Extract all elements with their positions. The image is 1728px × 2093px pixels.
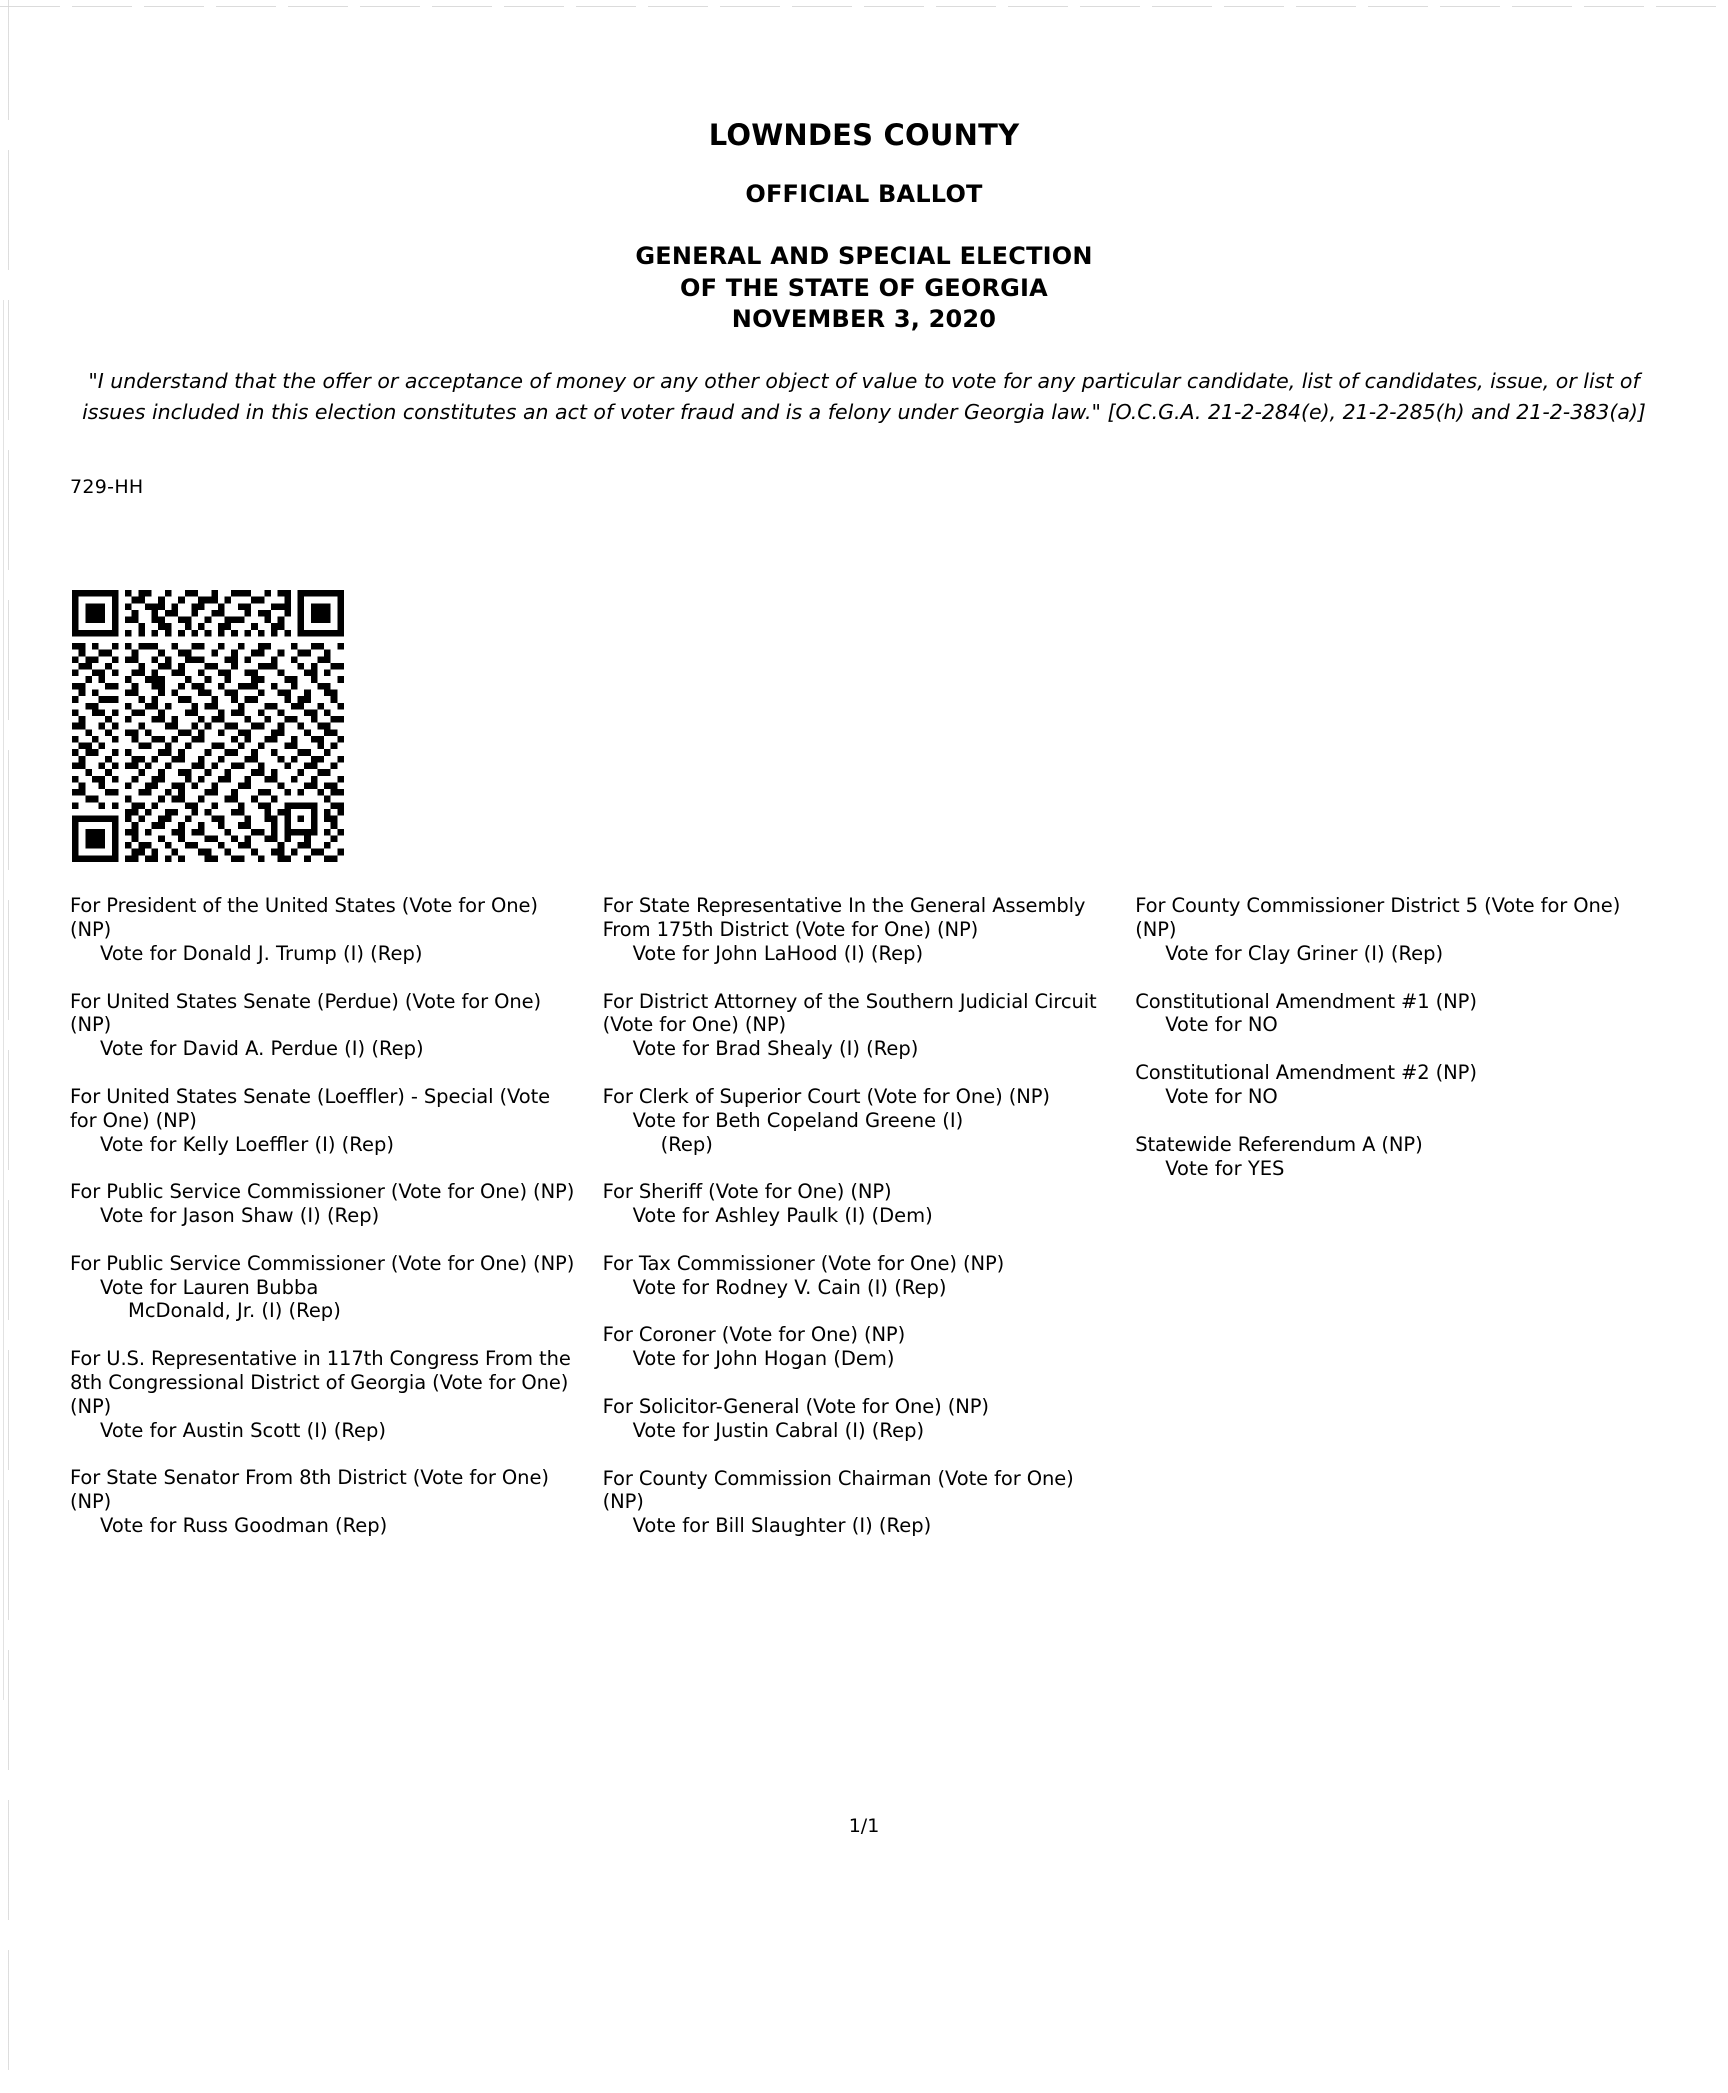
contest-block	[70, 1180, 577, 1228]
contest-choice-line2: (Rep)	[660, 1132, 713, 1156]
contest-choice: Vote for John Hogan (Dem)	[632, 1347, 895, 1371]
contest-columns	[0, 894, 1728, 1562]
contest-title: For Public Service Commissioner (Vote for One) (NP)	[70, 1251, 575, 1275]
voter-fraud-oath-text: "I understand that the offer or acceptance of money or any other object of value to vote for any particular candidate, list of candidates, issue, or list of issues included in this election constitutes an act of voter fraud and is a felony under Georgia law." [O.C.G.A. 21-2-284(e), 21-2-285(h) and 21-2-383(a)]	[82, 369, 1646, 425]
official-ballot-label: OFFICIAL BALLOT	[745, 180, 983, 208]
contest-title: For Coroner (Vote for One) (NP)	[602, 1323, 906, 1347]
contest-title: For United States Senate (Perdue) (Vote for One) (NP)	[70, 989, 542, 1037]
contest-choice: Vote for Austin Scott (I) (Rep)	[100, 1418, 387, 1442]
contest-block	[603, 1395, 1110, 1443]
contest-block	[70, 990, 577, 1061]
contest-choice: Vote for NO	[1165, 1013, 1278, 1037]
contest-block	[1135, 1133, 1642, 1181]
contest-block	[70, 1347, 577, 1442]
contest-block	[70, 894, 577, 965]
contest-block	[1135, 894, 1642, 965]
contest-block	[603, 1467, 1110, 1538]
contest-title: For District Attorney of the Southern Judicial Circuit (Vote for One) (NP)	[602, 989, 1097, 1037]
contest-block	[70, 1252, 577, 1323]
contest-choice-line1: Vote for Beth Copeland Greene (I)	[632, 1108, 964, 1132]
ballot-qr-code-icon	[72, 590, 344, 862]
contest-choice: Vote for NO	[1165, 1085, 1278, 1109]
contest-choice: Vote for Brad Shealy (I) (Rep)	[632, 1037, 919, 1061]
contest-title: For Sheriff (Vote for One) (NP)	[602, 1180, 892, 1204]
contest-block	[603, 1323, 1110, 1371]
contest-title: For County Commissioner District 5 (Vote for One) (NP)	[1135, 894, 1621, 942]
contest-title: For U.S. Representative in 117th Congress From the 8th Congressional District of Georgia (Vote for One) (NP)	[70, 1347, 571, 1418]
contest-title: Constitutional Amendment #2 (NP)	[1135, 1061, 1477, 1085]
contest-choice: Vote for Clay Griner (I) (Rep)	[1165, 941, 1444, 965]
contest-choice-line2: McDonald, Jr. (I) (Rep)	[128, 1299, 341, 1323]
page-number: 1/1	[848, 1815, 880, 1837]
contest-block	[603, 1252, 1110, 1300]
contest-title: For United States Senate (Loeffler) - Special (Vote for One) (NP)	[70, 1085, 551, 1132]
contest-choice: Vote for David A. Perdue (I) (Rep)	[100, 1037, 424, 1061]
contest-choice	[603, 1109, 1110, 1157]
contest-choice: Vote for Bill Slaughter (I) (Rep)	[632, 1514, 932, 1538]
election-date: NOVEMBER 3, 2020	[731, 305, 997, 334]
contest-title: For Tax Commissioner (Vote for One) (NP)	[602, 1251, 1005, 1275]
qr-code-graphic	[72, 590, 344, 862]
contest-title: For State Senator From 8th District (Vote for One) (NP)	[70, 1466, 549, 1514]
contest-choice: Vote for Rodney V. Cain (I) (Rep)	[632, 1275, 947, 1299]
contest-title: For County Commission Chairman (Vote for One) (NP)	[602, 1466, 1074, 1514]
ballot-style-id: 729-HH	[70, 476, 144, 499]
contest-block	[1135, 990, 1642, 1038]
contest-title: Constitutional Amendment #1 (NP)	[1135, 989, 1477, 1013]
contest-title: For President of the United States (Vote for One) (NP)	[70, 894, 538, 942]
page-title: LOWNDES COUNTY	[708, 118, 1020, 152]
contest-choice: Vote for YES	[1165, 1156, 1285, 1180]
contest-choice-line1: Vote for Lauren Bubba	[100, 1275, 319, 1299]
contest-block	[603, 894, 1110, 965]
contest-choice: Vote for John LaHood (I) (Rep)	[632, 941, 924, 965]
contest-choice: Vote for Ashley Paulk (I) (Dem)	[632, 1204, 933, 1228]
contest-title: For Clerk of Superior Court (Vote for One) (NP)	[602, 1085, 1050, 1109]
contest-title: Statewide Referendum A (NP)	[1135, 1132, 1423, 1156]
contest-title: For Public Service Commissioner (Vote for One) (NP)	[70, 1180, 575, 1204]
contest-column-2	[603, 894, 1136, 1562]
contest-block	[1135, 1061, 1642, 1109]
contest-choice: Vote for Donald J. Trump (I) (Rep)	[100, 941, 423, 965]
election-heading	[0, 241, 1728, 336]
contest-block	[70, 1085, 577, 1156]
contest-block	[603, 1180, 1110, 1228]
contest-column-3	[1135, 894, 1668, 1562]
contest-choice: Vote for Jason Shaw (I) (Rep)	[100, 1204, 380, 1228]
contest-block	[603, 990, 1110, 1061]
contest-choice: Vote for Kelly Loeffler (I) (Rep)	[100, 1132, 394, 1156]
contest-column-1	[70, 894, 603, 1562]
contest-title: For Solicitor-General (Vote for One) (NP)	[602, 1395, 989, 1419]
contest-choice: Vote for Russ Goodman (Rep)	[100, 1513, 388, 1537]
election-name-line1: GENERAL AND SPECIAL ELECTION	[635, 242, 1093, 270]
contest-block	[603, 1085, 1110, 1156]
contest-choice	[70, 1276, 577, 1324]
contest-title: For State Representative In the General Assembly From 175th District (Vote for One) (NP)	[602, 894, 1086, 942]
election-name-line2: OF THE STATE OF GEORGIA	[680, 273, 1048, 302]
contest-choice: Vote for Justin Cabral (I) (Rep)	[632, 1418, 925, 1442]
contest-block	[70, 1466, 577, 1537]
